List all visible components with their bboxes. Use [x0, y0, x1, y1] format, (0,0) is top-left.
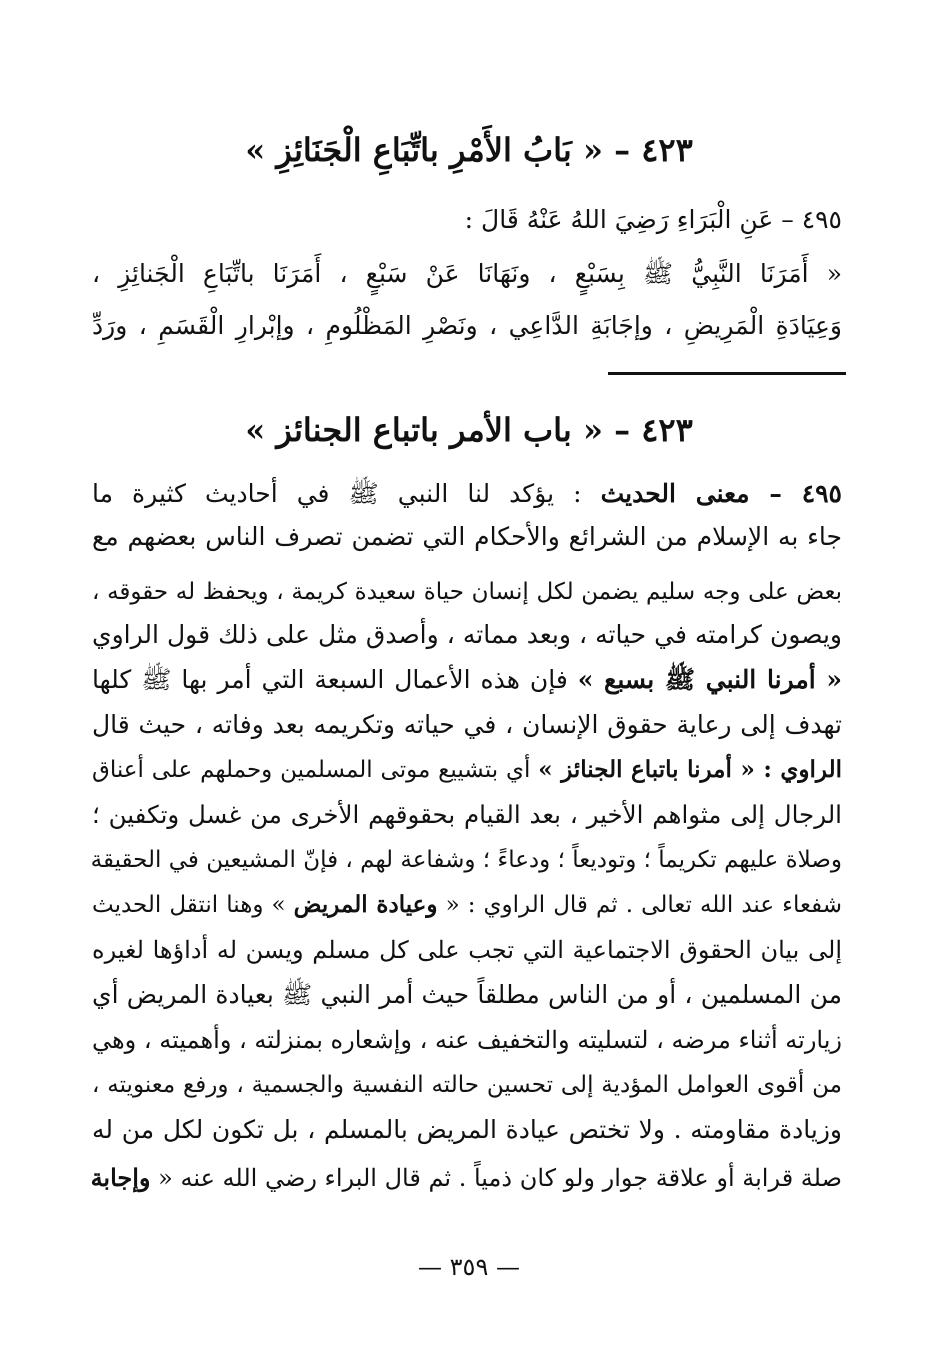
sharh-line-7: الراوي : « أمرنا باتباع الجنائز » أي بتشييع موتى المسلمين وحملهم على أعناق — [92, 756, 842, 783]
sharh-line-10: شفعاء عند الله تعالى . ثم قال الراوي : « وعيادة المريض » وهنا انتقل الحديث — [92, 891, 843, 918]
sharh-line-2: جاء به الإسلام من الشرائع والأحكام التي تضمن تصرف الناس بعضهم مع — [92, 522, 842, 551]
hadith-intro: ٤٩٥ – عَنِ الْبَرَاءِ رَضِيَ اللهُ عَنْهُ قَالَ : — [464, 205, 842, 234]
quote-bold: « أمرنا النبي ﷺ بسبع » — [577, 665, 842, 694]
sharh-line-1: ٤٩٥ – معنى الحديث : يؤكد لنا النبي ﷺ في أحاديث كثيرة ما — [92, 479, 842, 508]
page-number: — ٣٥٩ — — [418, 1253, 520, 1281]
section-divider — [608, 372, 846, 375]
sharh-line-5: « أمرنا النبي ﷺ بسبع » فإن هذه الأعمال السبعة التي أمر بها ﷺ كلها — [92, 665, 842, 694]
sharh-chapter-title: ٤٢٣ – « باب الأمر باتباع الجنائز » — [245, 411, 693, 449]
hadith-line-2: وَعِيَادَةِ الْمَرِيضِ ، وإجَابَةِ الدَّاعِي ، ونَصْرِ المَظْلُومِ ، وإبْرارِ الْقَسَمِ ، ورَدِّ — [92, 311, 842, 340]
sharh-line-4: ويصون كرامته في حياته ، وبعد مماته ، وأصدق مثل على ذلك قول الراوي — [92, 620, 842, 649]
quote-bold: وعيادة المريض — [293, 891, 438, 918]
quote-bold: وإجابة — [90, 1163, 151, 1192]
hadith-line-1: « أَمَرَنَا النَّبِيُّ ﷺ بِسَبْعٍ ، ونَهَانَا عَنْ سَبْعٍ ، أَمَرَنَا باتِّبَاعِ الْجَنائِزِ ، — [92, 259, 842, 288]
sharh-line-13: زيارته أثناء مرضه ، لتسليته والتخفيف عنه ، وإشعاره بمنزلته ، وأهميته ، وهي — [92, 1026, 842, 1054]
hadith-meaning-heading: ٤٩٥ – معنى الحديث — [600, 479, 842, 508]
sharh-line-15: وزيادة مقاومته . ولا تختص عيادة المريض بالمسلم ، بل تكون لكل من له — [92, 1115, 843, 1144]
quote-bold: الراوي : « أمرنا باتباع الجنائز » — [538, 756, 842, 783]
matn-chapter-title: ٤٢٣ – « بَابُ الأَمْرِ باتِّبَاعِ الْجَنَائِزِ » — [245, 131, 693, 169]
sharh-line-12: من المسلمين ، أو من الناس مطلقاً حيث أمر النبي ﷺ بعيادة المريض أي — [92, 980, 842, 1009]
sharh-line-11: إلى بيان الحقوق الاجتماعية التي تجب على كل مسلم ويسن له أداؤها لغيره — [92, 936, 842, 964]
sharh-line-9: وصلاة عليهم تكريماً ؛ وتوديعاً ؛ ودعاءً ؛ وشفاعة لهم ، فإنّ المشيعين في الحقيقة — [90, 847, 842, 873]
sharh-line-8: الرجال إلى مثواهم الأخير ، بعد القيام بحقوقهم الأخرى من غسل وتكفين ؛ — [92, 800, 842, 829]
sharh-line-6: تهدف إلى رعاية حقوق الإنسان ، في حياته وتكريمه بعد وفاته ، حيث قال — [92, 710, 842, 739]
sharh-line-14: من أقوى العوامل المؤدية إلى تحسين حالته النفسية والجسمية ، ورفع معنويته ، — [92, 1072, 842, 1098]
sharh-line-3: بعض على وجه سليم يضمن لكل إنسان حياة سعيدة كريمة ، ويحفظ له حقوقه ، — [92, 579, 842, 605]
sharh-line-16: صلة قرابة أو علاقة جوار ولو كان ذمياً . ثم قال البراء رضي الله عنه « وإجابة — [90, 1163, 842, 1192]
